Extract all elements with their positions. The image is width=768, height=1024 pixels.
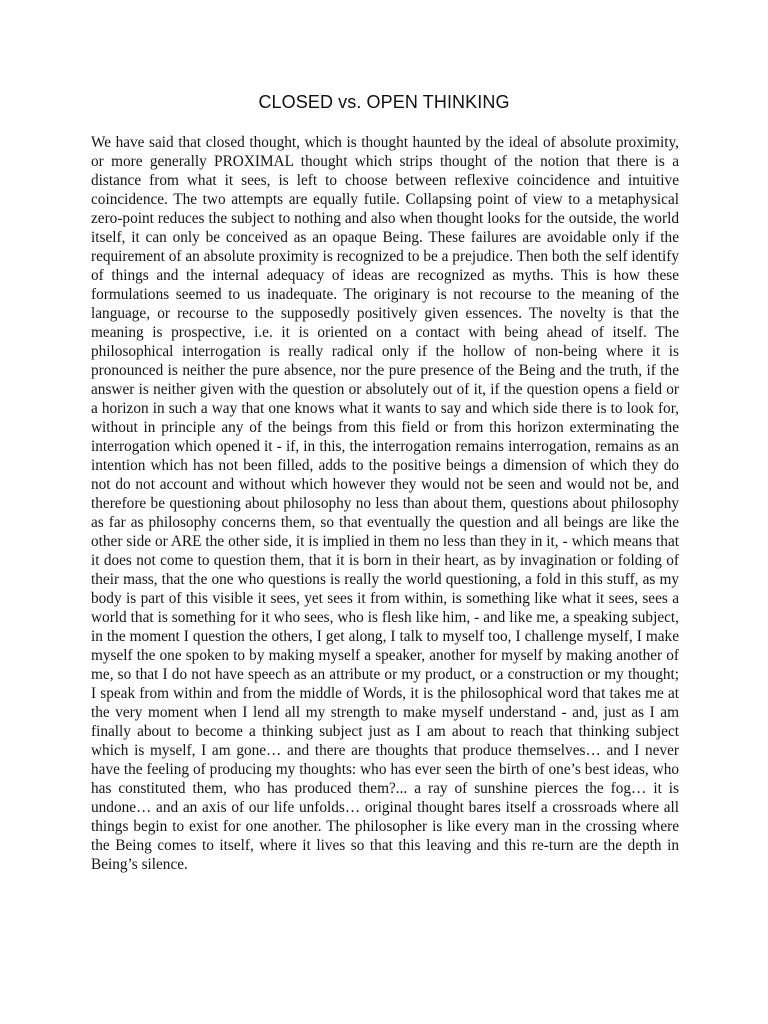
document-body-paragraph: We have said that closed thought, which is thought haunted by the ideal of absolute proximity, or more generally PROXIMAL thought which strips thought of the notion that there is a distance from what it sees, is left to choose between reflexive coincidence and intuitive coincidence. The two attempts are equally futile. Collapsing point of view to a metaphysical zero-point reduces the subject to nothing and also when thought looks for the outside, the world itself, it can only be conceived as an opaque Being. These failures are avoidable only if the requirement of an absolute proximity is recognized to be a prejudice. Then both the self identify of things and the internal adequacy of ideas are recognized as myths. This is how these formulations seemed to us inadequate. The originary is not recourse to the meaning of the language, or recourse to the supposedly positively given essences. The novelty is that the meaning is prospective, i.e. it is oriented on a contact with being ahead of itself. The philosophical interrogation is really radical only if the hollow of non-being where it is pronounced is neither the pure absence, nor the pure presence of the Being and the truth, if the answer is neither given with the question or absolutely out of it, if the question opens a field or a horizon in such a way that one knows what it wants to say and which side there is to look for, without in principle any of the beings from this field or from this horizon exterminating the interrogation which opened it - if, in this, the interrogation remains interrogation, remains as an intention which has not been filled, adds to the positive beings a dimension of which they do not do not account and without which however they would not be seen and would not be, and therefore be questioning about philosophy no less than about them, questions about philosophy as far as philosophy concerns them, so that eventually the question and all beings are like the other side or ARE the other side, it is implied in them no less than they in it, - which means that it does not come to question them, that it is born in their heart, as by invagination or folding of their mass, that the one who questions is really the world questioning, a fold in this stuff, as my body is part of this visible it sees, yet sees it from within, is something like what it sees, sees a world that is something for it who sees, who is flesh like him, - and like me, a speaking subject, in the moment I question the others, I get along, I talk to myself too, I challenge myself, I make myself the one spoken to by making myself a speaker, another for myself by making another of me, so that I do not have speech as an attribute or my product, or a construction or my thought; I speak from within and from the middle of Words, it is the philosophical word that takes me at the very moment when I lend all my strength to make myself understand - and, just as I am finally about to become a thinking subject just as I am about to reach that thinking subject which is myself, I am gone… and there are thoughts that produce themselves… and I never have the feeling of producing my thoughts: who has ever seen the birth of one’s best ideas, who has constituted them, who has produced them?... a ray of sunshine pierces the fog… it is undone… and an axis of our life unfolds… original thought bares itself a crossroads where all things begin to exist for one another. The philosopher is like every man in the crossing where the Being comes to itself, where it lives so that this leaving and this re-turn are the depth in Being’s silence.: [91, 134, 679, 873]
document-title: CLOSED vs. OPEN THINKING: [258, 92, 510, 112]
